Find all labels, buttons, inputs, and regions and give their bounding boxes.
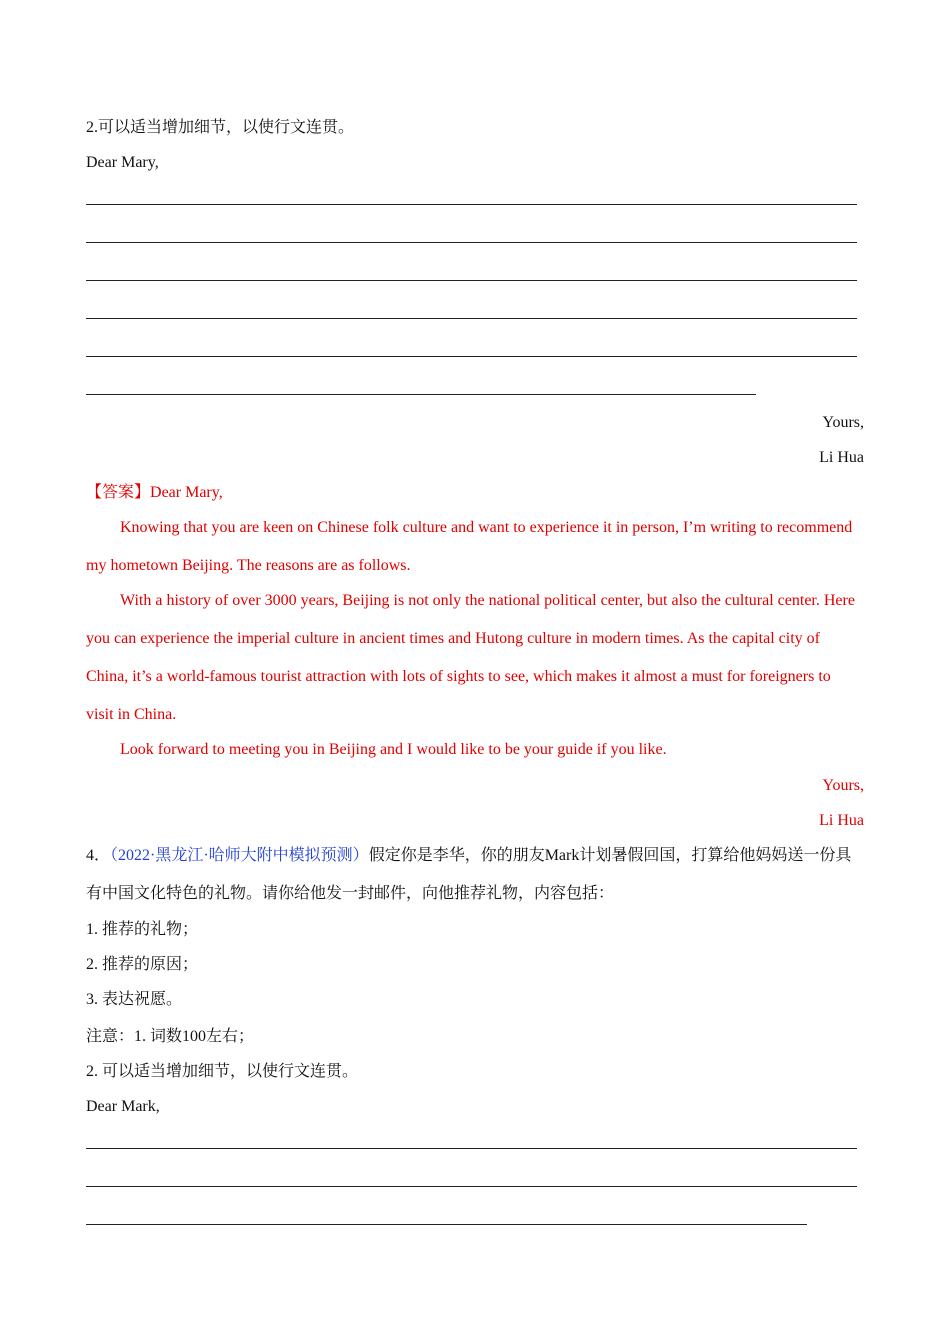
- answer-header: [86, 483, 223, 503]
- q4-note-1: 注意：1. 词数100左右；: [86, 1028, 255, 1045]
- answer-greeting: Dear Mary,: [150, 484, 223, 501]
- q4-item-1: 1. 推荐的礼物；: [86, 921, 199, 938]
- q3-closing: Yours,: [822, 414, 864, 431]
- q4-greeting: Dear Mark,: [86, 1098, 160, 1115]
- q4-number: 4．: [86, 847, 111, 864]
- q4-note-2: 2. 可以适当增加细节，以使行文连贯。: [86, 1063, 359, 1080]
- q4-prompt-text: 假定你是李华，你的朋友Mark计划暑假回国，打算给他妈妈送一份具有中国文化特色的礼物。请你给他发一封邮件，向他推荐礼物，内容包括：: [86, 847, 852, 902]
- writing-line[interactable]: [86, 1186, 857, 1187]
- writing-line[interactable]: [86, 1224, 807, 1225]
- q3-signature: Li Hua: [819, 449, 864, 466]
- answer-paragraph-3: Look forward to meeting you in Beijing and I would like to be your guide if you like.: [120, 741, 667, 758]
- q4-item-3: 3. 表达祝愿。: [86, 991, 183, 1008]
- q4-source: （2022·黑龙江·哈师大附中模拟预测）: [110, 847, 369, 864]
- answer-paragraph-1: Knowing that you are keen on Chinese folk culture and want to experience it in person, I’m writing to recommend my hometown Beijing. The reasons are as follows.: [86, 519, 853, 574]
- writing-line[interactable]: [86, 242, 857, 243]
- writing-line[interactable]: [86, 204, 857, 205]
- writing-line[interactable]: [86, 356, 857, 357]
- writing-line[interactable]: [86, 280, 857, 281]
- q3-note-2: 2.可以适当增加细节，以使行文连贯。: [86, 119, 355, 136]
- answer-closing: Yours,: [822, 777, 864, 794]
- writing-line[interactable]: [86, 318, 857, 319]
- q4-item-2: 2. 推荐的原因；: [86, 956, 199, 973]
- q3-greeting: Dear Mary,: [86, 154, 159, 171]
- writing-line[interactable]: [86, 394, 756, 395]
- q4-prompt: [86, 837, 858, 913]
- answer-signature: Li Hua: [819, 812, 864, 829]
- answer-tag: 【答案】: [86, 484, 151, 501]
- answer-paragraph-2: With a history of over 3000 years, Beijing is not only the national political center, but also the cultural center. Here you can experience the imperial culture in ancient times and Hutong culture in modern times. As the capital city of China, it’s a world-famous tourist attraction with lots of sights to see, which makes it almost a must for foreigners to visit in China.: [86, 592, 855, 723]
- writing-line[interactable]: [86, 1148, 857, 1149]
